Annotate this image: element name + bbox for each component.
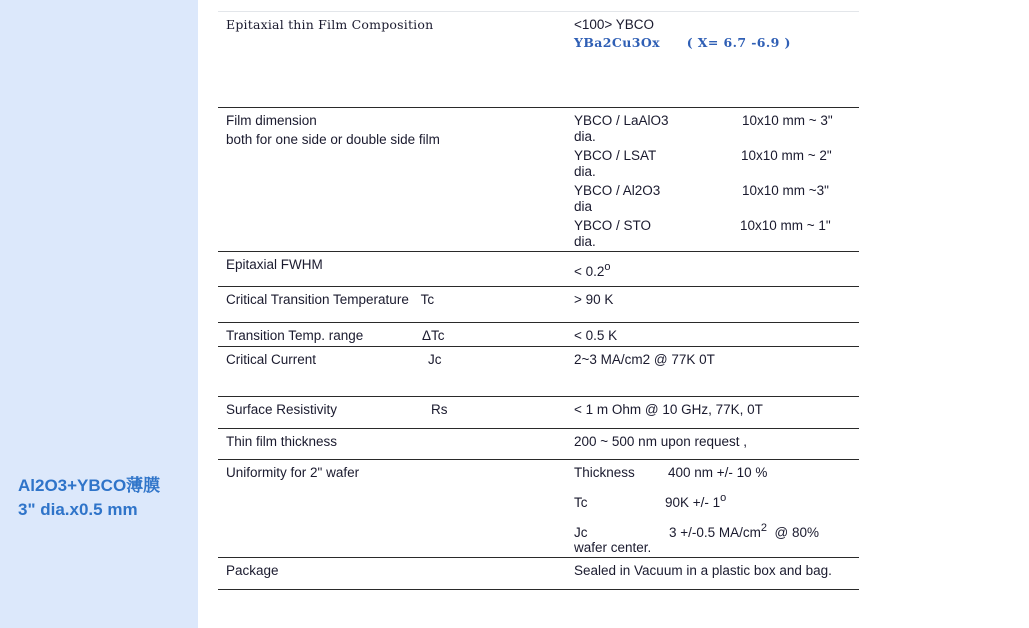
jc-label-cell [226,351,566,368]
uniformity-values [574,464,854,556]
dimension-unit: dia. [574,129,596,144]
uniformity-tc-value: 90K +/- 1 [665,495,721,510]
uniformity-jc [574,524,854,541]
row-thickness [218,429,859,460]
row-transition-range [218,323,859,347]
row-uniformity [218,460,859,558]
sidebar [0,0,198,628]
uniformity-thickness-label: Thickness [574,465,635,480]
row-film-dimension [218,108,859,252]
composition-formula: YBa2Cu3Ox [574,35,660,50]
degree-sup: o [720,492,727,504]
fwhm-value-cell [574,263,854,280]
degree-sup: o [604,261,611,273]
rs-label-cell [226,401,566,418]
jc-label: Critical Current [226,352,317,367]
uniformity-label: Uniformity for 2" wafer [226,465,360,480]
jc-symbol: Jc [428,352,442,367]
product-title-line2: 3" dia.x0.5 mm [18,500,138,519]
dimension-size: 10x10 mm ~ 3" [742,113,833,128]
product-title [18,474,160,522]
jc-value: 2~3 MA/cm2 @ 77K 0T [574,352,715,367]
dimension-substrate: YBCO / LaAlO3 [574,113,669,128]
thickness-label: Thin film thickness [226,434,338,449]
dimension-values [574,112,854,252]
dimension-size: 10x10 mm ~3" [742,183,829,198]
composition-formula-line [574,34,854,51]
uniformity-jc-label: Jc [574,525,588,540]
uniformity-thickness [574,464,854,481]
composition-label: Epitaxial thin Film Composition [226,17,434,32]
dimension-size: 10x10 mm ~ 2" [741,148,832,163]
dimension-unit: dia. [574,164,596,179]
range-label: Transition Temp. range [226,328,364,343]
dimension-label-line1: Film dimension [226,113,317,128]
uniformity-jc-tail: @ 80% [767,525,820,540]
squared-sup: 2 [760,522,768,534]
dimension-pair [574,217,854,252]
uniformity-tc-label: Tc [574,495,588,510]
fwhm-label: Epitaxial FWHM [226,257,323,272]
tc-label: Critical Transition Temperature [226,292,409,307]
fwhm-value: < 0.2 [574,264,605,279]
thickness-value: 200 ~ 500 nm upon request , [574,434,748,449]
tc-symbol: Tc [420,292,435,307]
dimension-unit: dia. [574,234,596,249]
dimension-pair [574,182,854,217]
uniformity-tc [574,494,854,511]
dimension-label-line2: both for one side or double side film [226,132,440,147]
row-critical-current [218,347,859,397]
uniformity-jc-value: 3 +/-0.5 MA/cm [669,525,761,540]
row-tc [218,287,859,323]
row-surface-resistivity [218,397,859,429]
dimension-label [226,112,566,148]
rs-label: Surface Resistivity [226,402,338,417]
product-title-line1: Al2O3+YBCO薄膜 [18,476,161,495]
uniformity-thickness-value: 400 nm +/- 10 % [668,465,768,480]
dimension-pair [574,147,854,182]
dimension-size: 10x10 mm ~ 1" [740,218,831,233]
uniformity-tc-value-cell [665,494,726,511]
spec-table [218,11,859,590]
range-value: < 0.5 K [574,328,618,343]
dimension-pair [574,112,854,147]
dimension-unit: dia [574,199,593,214]
composition-value [574,16,854,51]
row-composition [218,12,859,108]
row-fwhm [218,252,859,287]
rs-value: < 1 m Ohm @ 10 GHz, 77K, 0T [574,402,763,417]
dimension-substrate: YBCO / LSAT [574,148,657,163]
composition-line1: <100> YBCO [574,17,655,32]
rs-symbol: Rs [431,402,448,417]
range-label-cell [226,327,566,344]
composition-range: ( X= 6.7 -6.9 ) [686,35,791,50]
uniformity-jc-value-cell [669,524,819,541]
dimension-substrate: YBCO / STO [574,218,652,233]
dimension-substrate: YBCO / Al2O3 [574,183,661,198]
row-package [218,558,859,590]
range-symbol: ΔTc [422,328,445,343]
uniformity-jc-line2: wafer center. [574,540,652,555]
package-value: Sealed in Vacuum in a plastic box and bag. [574,563,832,578]
tc-label-cell [226,291,566,308]
package-label: Package [226,563,279,578]
tc-value: > 90 K [574,292,614,307]
